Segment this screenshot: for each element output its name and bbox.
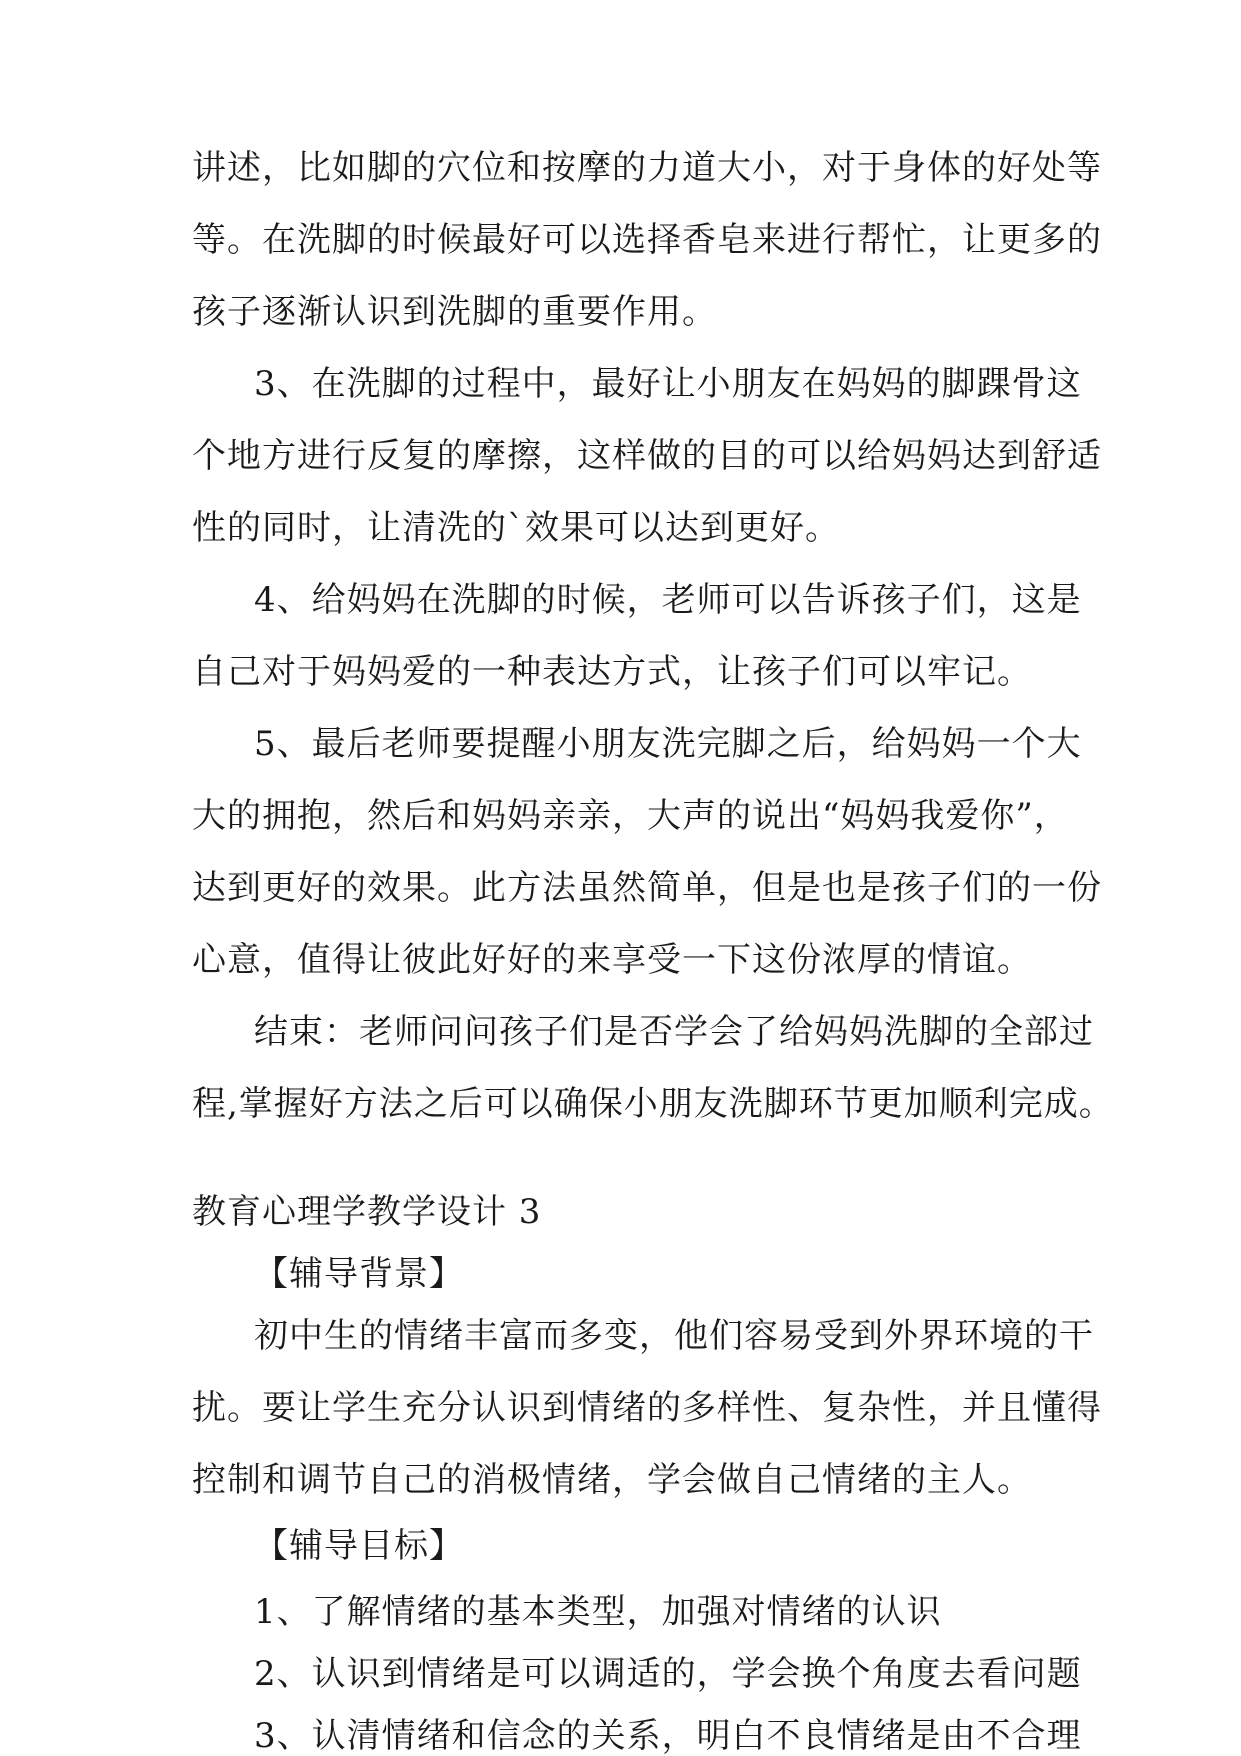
- paragraph-line: 结束：老师问问孩子们是否学会了给妈妈洗脚的全部过: [254, 1012, 1094, 1052]
- background-heading: 【辅导背景】: [254, 1254, 464, 1294]
- paragraph-line: 3、在洗脚的过程中，最好让小朋友在妈妈的脚踝骨这: [254, 364, 1082, 404]
- goals-heading: 【辅导目标】: [254, 1526, 464, 1566]
- paragraph-line: 自己对于妈妈爱的一种表达方式，让孩子们可以牢记。: [192, 652, 1032, 692]
- paragraph-line: 讲述，比如脚的穴位和按摩的力道大小，对于身体的好处等: [192, 148, 1102, 188]
- paragraph-line: 程,掌握好方法之后可以确保小朋友洗脚环节更加顺利完成。: [192, 1084, 1114, 1124]
- paragraph-line: 孩子逐渐认识到洗脚的重要作用。: [192, 292, 717, 332]
- section-title: 教育心理学教学设计 3: [192, 1192, 542, 1232]
- goal-item: 1、了解情绪的基本类型，加强对情绪的认识: [254, 1592, 942, 1632]
- paragraph-line: 扰。要让学生充分认识到情绪的多样性、复杂性，并且懂得: [192, 1388, 1102, 1428]
- paragraph-line: 达到更好的效果。此方法虽然简单，但是也是孩子们的一份: [192, 868, 1102, 908]
- paragraph-line: 大的拥抱，然后和妈妈亲亲，大声的说出“妈妈我爱你”，: [192, 796, 1069, 836]
- paragraph-line: 心意，值得让彼此好好的来享受一下这份浓厚的情谊。: [192, 940, 1032, 980]
- paragraph-line: 性的同时，让清洗的`效果可以达到更好。: [192, 508, 840, 548]
- goal-item: 3、认清情绪和信念的关系，明白不良情绪是由不合理: [254, 1716, 1082, 1756]
- paragraph-line: 个地方进行反复的摩擦，这样做的目的可以给妈妈达到舒适: [192, 436, 1102, 476]
- paragraph-line: 等。在洗脚的时候最好可以选择香皂来进行帮忙，让更多的: [192, 220, 1102, 260]
- paragraph-line: 控制和调节自己的消极情绪，学会做自己情绪的主人。: [192, 1460, 1032, 1500]
- goal-item: 2、认识到情绪是可以调适的，学会换个角度去看问题: [254, 1654, 1082, 1694]
- paragraph-line: 5、最后老师要提醒小朋友洗完脚之后，给妈妈一个大: [254, 724, 1082, 764]
- paragraph-line: 4、给妈妈在洗脚的时候，老师可以告诉孩子们，这是: [254, 580, 1082, 620]
- paragraph-line: 初中生的情绪丰富而多变，他们容易受到外界环境的干: [254, 1316, 1094, 1356]
